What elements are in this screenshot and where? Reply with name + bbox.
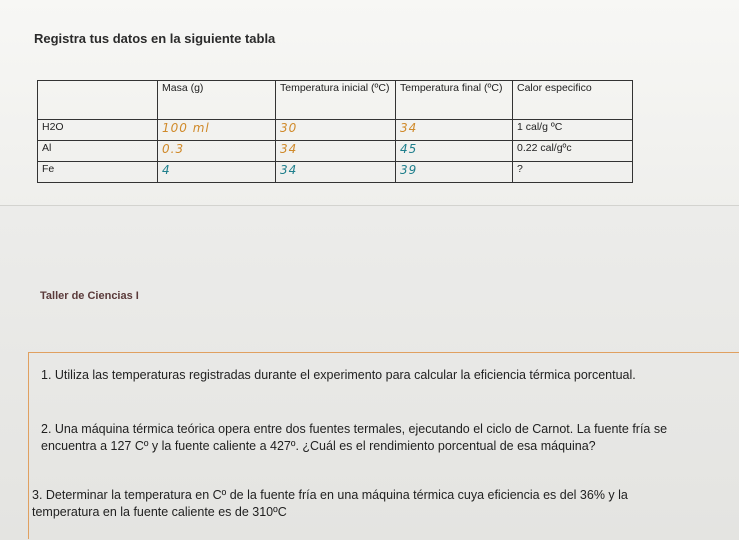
header-cell (38, 81, 158, 120)
table-row (38, 141, 633, 162)
mass-cell: 4 (158, 162, 276, 183)
table-row (38, 120, 633, 141)
data-table (37, 80, 633, 183)
instruction-text: Registra tus datos en la siguiente tabla (34, 31, 276, 46)
header-cell: Temperatura final (ºC) (396, 81, 513, 120)
final-temp-cell: 45 (396, 141, 513, 162)
substance-cell: Al (38, 141, 158, 162)
question-1: 1. Utiliza las temperaturas registradas durante el experimento para calcular la eficiencia térmica porcentual. (41, 368, 636, 382)
section-title: Taller de Ciencias I (40, 290, 139, 302)
specific-heat-cell: 1 cal/g ºC (513, 120, 633, 141)
final-temp-cell: 39 (396, 162, 513, 183)
header-cell: Calor especifico (513, 81, 633, 120)
table-header-row (38, 81, 633, 120)
question-3: 3. Determinar la temperatura en Cº de la fuente fría en una máquina térmica cuya eficiencia es del 36% y la temperatura en la fuente caliente es de 310ºC (32, 488, 628, 519)
initial-temp-cell: 30 (276, 120, 396, 141)
initial-temp-cell: 34 (276, 141, 396, 162)
specific-heat-cell: 0.22 cal/gºc (513, 141, 633, 162)
substance-cell: Fe (38, 162, 158, 183)
mass-cell: 100 ml (158, 120, 276, 141)
header-cell: Temperatura inicial (ºC) (276, 81, 396, 120)
specific-heat-cell: ? (513, 162, 633, 183)
final-temp-cell: 34 (396, 120, 513, 141)
header-cell: Masa (g) (158, 81, 276, 120)
initial-temp-cell: 34 (276, 162, 396, 183)
table-row (38, 162, 633, 183)
mass-cell: 0.3 (158, 141, 276, 162)
substance-cell: H2O (38, 120, 158, 141)
question-2: 2. Una máquina térmica teórica opera entre dos fuentes termales, ejecutando el ciclo de Carnot. La fuente fría se encuentra a 127 Cº y la fuente caliente a 427º. ¿Cuál es el rendimiento porcentual de esa máquina? (41, 422, 668, 453)
